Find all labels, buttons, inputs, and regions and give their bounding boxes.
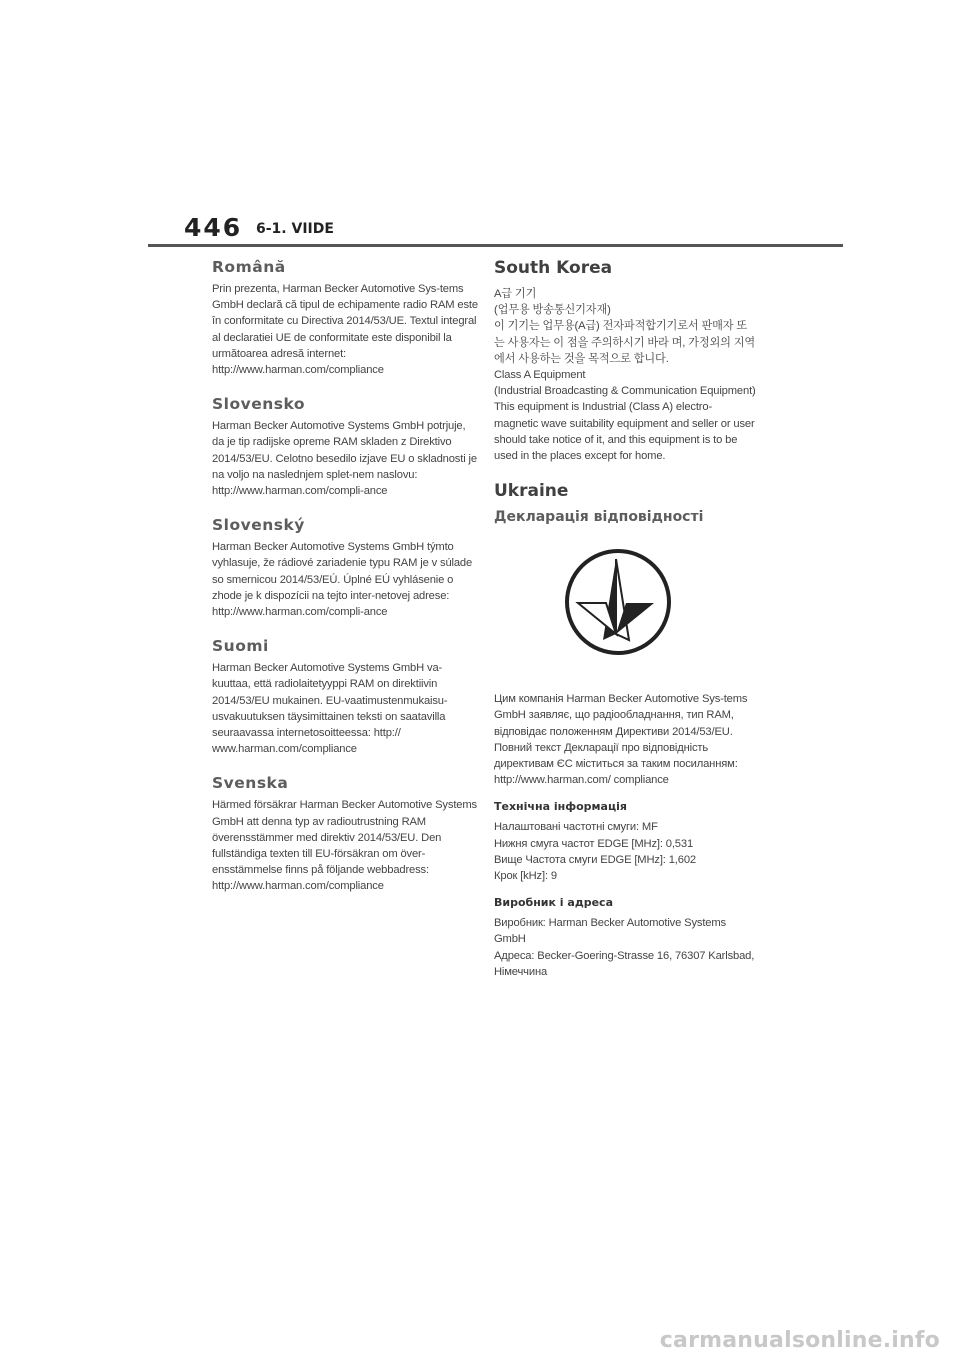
manufacturer-line: Адреса: Becker-Goering-Strasse 16, 76307 Karlsbad, Німеччина xyxy=(494,949,755,978)
section-slovensko xyxy=(212,395,480,499)
section-heading: Slovenský xyxy=(212,516,305,535)
paragraph: A급 기기 xyxy=(494,288,537,300)
paragraph: (업무용 방송통신기자재) xyxy=(494,304,611,317)
section-text: Harman Becker Automotive Systems GmbH va-kuuttaa, että radiolaitetyyppi RAM on direktiivin 2014/53/EU mukainen. EU-vaatimustenmukaisu-usvakuutuksen täysimittainen teksti on saatavilla seuraavassa internetosoitteessa: http:// www.harman.com/compliance xyxy=(212,662,448,756)
section-ukraine xyxy=(494,481,756,980)
section-heading: South Korea xyxy=(494,258,613,278)
tech-line: Вище Частота смуги EDGE [MHz]: 1,602 xyxy=(494,853,696,866)
watermark-text: carmanualsonline.info xyxy=(659,1328,940,1353)
section-south-korea xyxy=(494,258,756,464)
section-suomi xyxy=(212,637,480,757)
section-heading: Suomi xyxy=(212,637,269,656)
page-number: 446 xyxy=(184,213,243,242)
tech-line: Нижня смуга частот EDGE [MHz]: 0,531 xyxy=(494,837,694,850)
section-heading: Ukraine xyxy=(494,481,569,502)
paragraph: (Industrial Broadcasting & Communication Equipment) xyxy=(494,385,756,398)
paragraph: 이 기기는 업무용(A급) 전자파적합기기로서 판매자 또는 사용자는 이 점을 주의하시기 바라 며, 가정외의 지역에서 사용하는 것을 목적으로 합니다. xyxy=(494,320,756,365)
paragraph: Class A Equipment xyxy=(494,369,586,382)
section-text: Härmed försäkrar Harman Becker Automotive Systems GmbH att denna typ av radioutrustning RAM överensstämmer med direktiv 2014/53/EU. Den fullständiga texten till EU-försäkran om över-ensstämmelse finns på följande webbadress: http://www.harman.com/compliance xyxy=(212,799,477,893)
section-heading: Svenska xyxy=(212,774,289,793)
ukraine-conformity-mark-icon xyxy=(494,539,756,669)
tech-line: Крок [kHz]: 9 xyxy=(494,870,557,883)
left-column xyxy=(212,258,480,912)
header-rule xyxy=(148,244,843,247)
section-svenska xyxy=(212,774,480,894)
section-heading: Română xyxy=(212,258,286,276)
section-text: Harman Becker Automotive Systems GmbH týmto vyhlasuje, že rádiové zariadenie typu RAM je v súlade so smernicou 2014/53/EÚ. Úplné EÚ vyhlásenie o zhode je k dispozícii na tejto inter-netovej adrese: http://www.harman.com/compli-ance xyxy=(212,541,473,619)
paragraph: This equipment is Industrial (Class A) electro-magnetic wave suitability equipment and seller or user should take notice of it, and this equipment is to be used in the places except for home. xyxy=(494,401,755,463)
manufacturer-heading: Виробник і адреса xyxy=(494,896,613,910)
section-romana xyxy=(212,258,480,378)
declaration-text: Цим компанія Harman Becker Automotive Sys-tems GmbH заявляє, що радіообладнання, тип RAM, відповідає положенням Директиви 2014/53/EU. Повний текст Декларації про відповідність директивам ЄС міститься за таким посиланням: http://www.harman.com/ compliance xyxy=(494,693,748,787)
tech-line: Налаштовані частотні смуги: MF xyxy=(494,821,658,834)
tech-info-heading: Технічна інформація xyxy=(494,800,627,814)
section-slovensky xyxy=(212,516,480,620)
section-heading: Slovensko xyxy=(212,395,306,414)
section-text: Harman Becker Automotive Systems GmbH potrjuje, da je tip radijske opreme RAM skladen z Direktivo 2014/53/EU. Celotno besedilo izjave EU o skladnosti je na voljo na naslednjem splet-nem naslovu: http://www.harman.com/compli-ance xyxy=(212,420,477,498)
section-subheading: Декларація відповідності xyxy=(494,509,704,526)
section-text: Prin prezenta, Harman Becker Automotive Sys-tems GmbH declară că tipul de echipamente radio RAM este în conformitate cu Directiva 2014/53/UE. Textul integral al declaratiei UE de conformitate este disponibil la următoarea adresă internet: http://www.harman.com/compliance xyxy=(212,283,478,377)
right-column xyxy=(494,258,756,997)
page-header xyxy=(0,0,960,250)
conformity-mark-svg xyxy=(550,542,700,666)
chapter-title: 6-1. VIIDE xyxy=(256,221,334,237)
manufacturer-line: Виробник: Harman Becker Automotive Systems GmbH xyxy=(494,917,726,946)
